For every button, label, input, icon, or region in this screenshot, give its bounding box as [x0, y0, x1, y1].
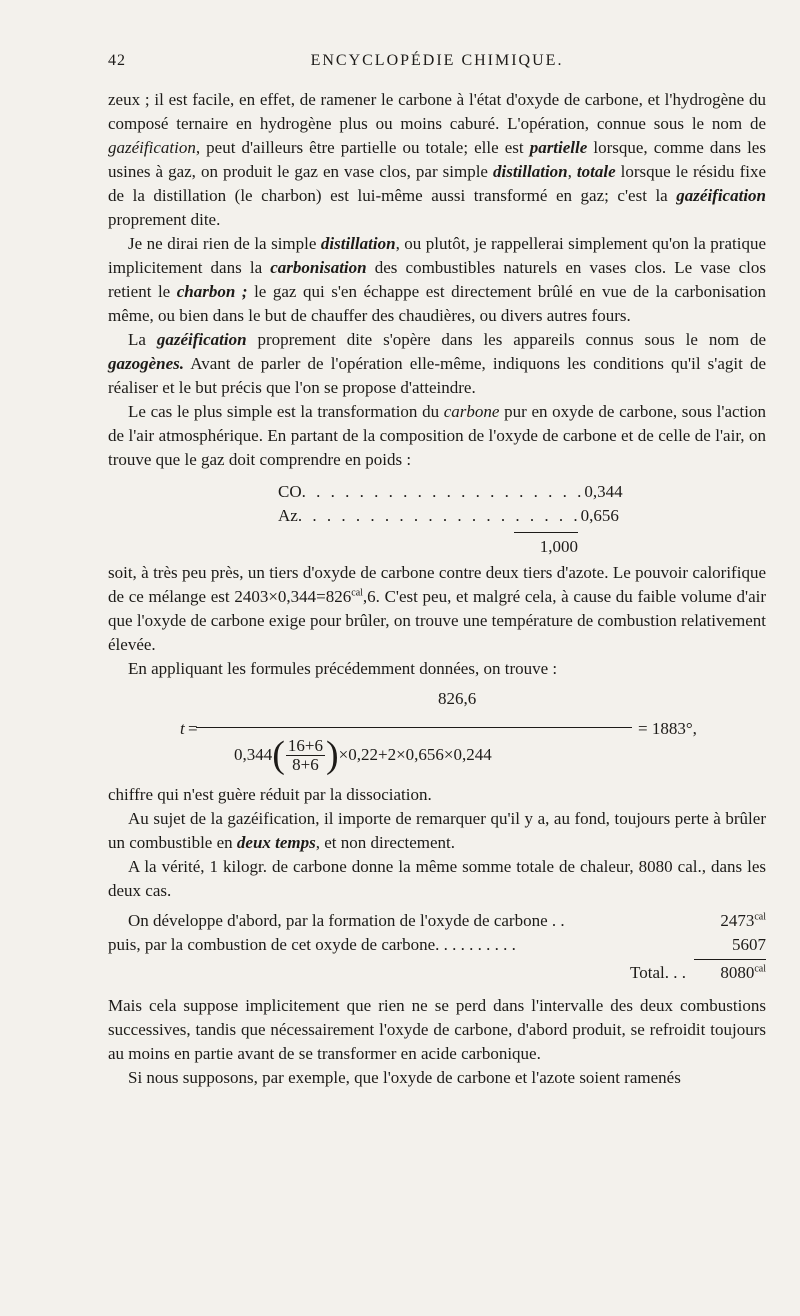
paragraph-5: soit, à très peu près, un tiers d'oxyde de carbone contre deux tiers d'azote. Le pouvoir calorifique de ce mélange est $2403\times 0,344=826^{cal},6$. C'est peu, et malgré cela, à cause du faible volume d'air que l'oxyde de carbone exige pour brûler, on trouve une température de combustion relativement élevée. — [108, 563, 767, 654]
heat-table — [108, 909, 766, 986]
table-row — [108, 909, 766, 933]
row-label: On développe d'abord, par la formation de l'oxyde de carbone . . — [128, 911, 565, 930]
table-total: 1,000 — [539, 537, 578, 556]
temperature-formula — [108, 687, 766, 779]
row-label: Az — [278, 506, 298, 525]
leader-dots: . . . . . . . . . . . . . . . . . . . . — [297, 506, 581, 525]
inner-fraction-bottom: 8+6 — [292, 754, 319, 774]
table-total-row — [108, 960, 766, 986]
formula-denominator — [234, 735, 492, 775]
paragraph-3: La gazéification proprement dite s'opère dans les appareils connus sous le nom de gazogènes. Avant de parler de l'opération elle-même, indiquons les conditions qu'il s'agit de réaliser et le but précis que l'on se propose d'atteindre. — [108, 330, 766, 397]
inner-fraction-top: 16+6 — [287, 735, 323, 755]
paragraph-2: Je ne dirai rien de la simple distillation, ou plutôt, je rappellerai simplement qu'on la pratique implicitement dans la carbonisation des combustibles naturels en vases clos. Le vase clos retient le charbon ; le gaz qui s'en échappe est directement brûlé en vue de la carbonisation même, ou bien dans le but de chauffer des chaudières, ou divers autres fours. — [108, 234, 767, 325]
row-label: CO — [278, 482, 302, 501]
row-value: 0,656 — [580, 506, 619, 525]
paragraph-7: chiffre qui n'est guère réduit par la dissociation. — [108, 785, 432, 804]
table-row — [278, 480, 623, 504]
total-label: Total. . . — [630, 963, 686, 982]
right-paren: ) — [326, 734, 339, 776]
composition-table — [278, 480, 623, 561]
paragraph-6: En appliquant les formules précédemment données, on trouve : — [128, 659, 558, 678]
paragraph-9: A la vérité, 1 kilogr. de carbone donne la même somme totale de chaleur, 8080 cal., dans les deux cas. — [108, 857, 766, 900]
paragraph-1: zeux ; il est facile, en effet, de ramener le carbone à l'état d'oxyde de carbone, et l'hydrogène du composé ternaire en hydrogène plus ou moins caburé. L'opération, connue sous le nom de gazéification, peut d'ailleurs être partielle ou totale; elle est partielle lorsque, comme dans les usines à gaz, on produit le gaz en vase clos, par simple distillation, totale lorsque le résidu fixe de la distillation (le charbon) est lui-même aussi transformé en gaz; c'est la gazéification proprement dite. — [108, 90, 767, 229]
row-label: puis, par la combustion de cet oxyde de carbone. . . . . . . . . . — [108, 935, 516, 954]
denominator-rest: ×0,22+2×0,656×0,244 — [338, 745, 492, 764]
formula-variable: t — [180, 719, 185, 738]
fraction-bar — [196, 727, 632, 728]
inner-fraction — [286, 737, 325, 774]
paragraph-8: Au sujet de la gazéification, il importe de remarquer qu'il y a, au fond, toujours perte à brûler un combustible en deux temps, et non directement. — [108, 809, 766, 852]
leader-dots: . . . . . . . . . . . . . . . . . . . . — [301, 482, 585, 501]
row-value: 0,344 — [584, 482, 623, 501]
page-body — [108, 88, 766, 1090]
row-value: $2473^{cal}$ — [720, 911, 766, 930]
page-header — [108, 52, 766, 76]
formula-result: = 1883°, — [638, 719, 697, 738]
table-row — [108, 933, 766, 957]
paragraph-11: Si nous supposons, par exemple, que l'oxyde de carbone et l'azote soient ramenés — [128, 1068, 681, 1087]
paragraph-10: Mais cela suppose implicitement que rien ne se perd dans l'intervalle des deux combustions successives, tandis que nécessairement l'oxyde de carbone, d'abord produit, se refroidit toujours au moins en partie avant de se transformer en acide carbonique. — [108, 996, 766, 1063]
paragraph-4: Le cas le plus simple est la transformation du carbone pur en oxyde de carbone, sous l'action de l'air atmosphérique. En partant de la composition de l'oxyde de carbone et de celle de l'air, on trouve que le gaz doit comprendre en poids : — [108, 402, 767, 469]
denominator-factor: 0,344 — [234, 745, 273, 764]
running-title: ENCYCLOPÉDIE CHIMIQUE. — [310, 52, 564, 69]
left-paren: ( — [272, 734, 285, 776]
total-value: $8080^{cal}$ — [720, 963, 766, 982]
table-row — [278, 504, 619, 528]
row-value: 5607 — [732, 935, 766, 954]
page-number: 42 — [108, 52, 126, 69]
formula-equals: = — [188, 719, 198, 738]
formula-numerator: 826,6 — [438, 689, 477, 708]
